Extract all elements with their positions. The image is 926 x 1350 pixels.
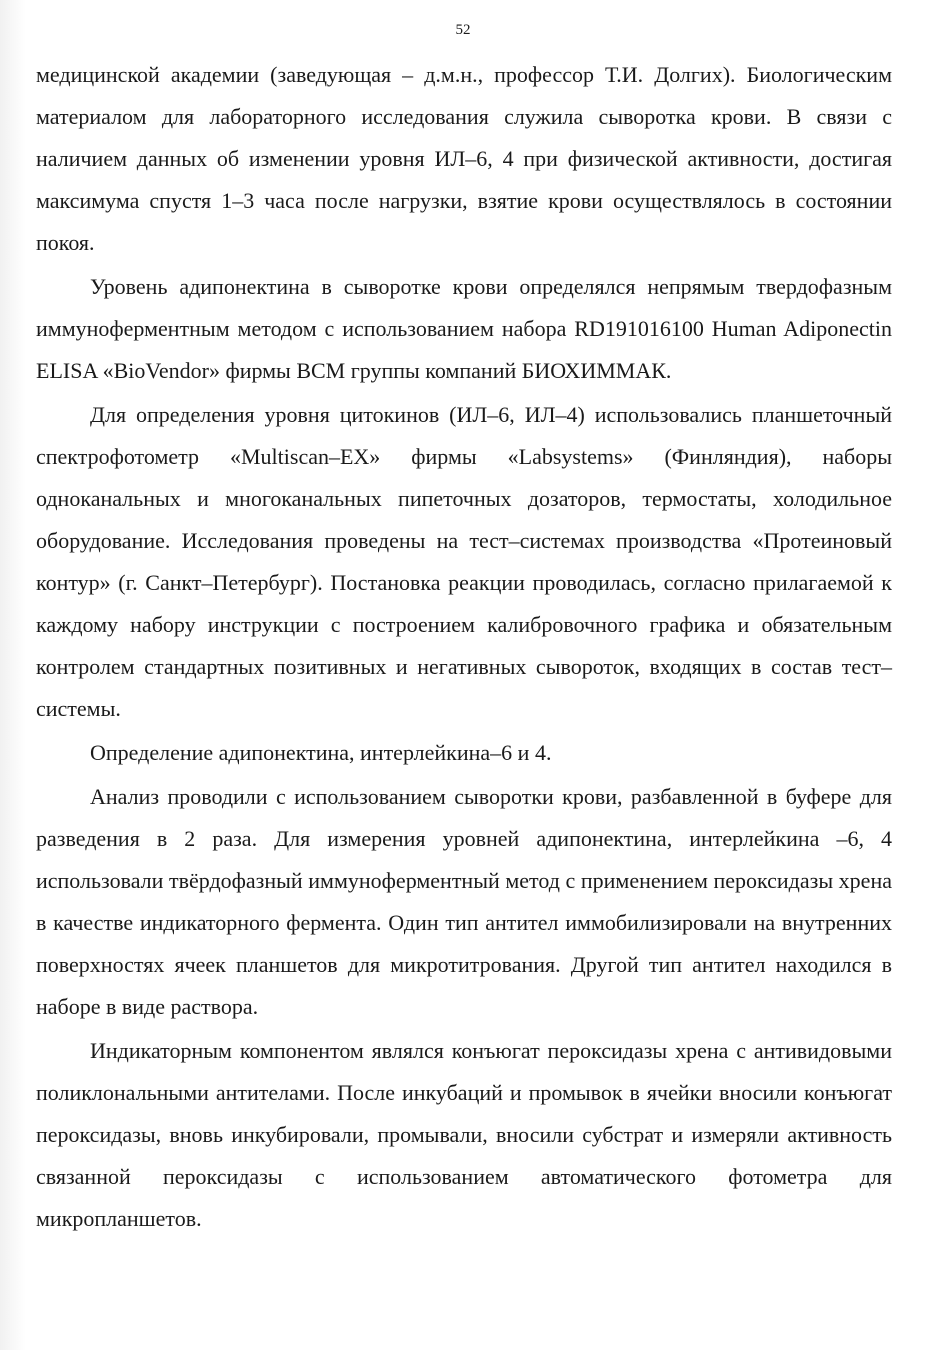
- document-body: [36, 54, 892, 1242]
- paragraph-adiponectin-method: Уровень адипонектина в сыворотке крови определялся непрямым твердофазным иммуноферментным методом с использованием набора RD191016100 Human Adiponectin ELISA «BioVendor» фирмы ВСМ группы компаний БИОХИММАК.: [36, 274, 892, 383]
- paragraph-continuation: медицинской академии (заведующая – д.м.н., профессор Т.И. Долгих). Биологическим материалом для лабораторного исследования служила сыворотка крови. В связи с наличием данных об изменении уровня ИЛ–6, 4 при физической активности, достигая максимума спустя 1–3 часа после нагрузки, взятие крови осуществлялось в состоянии покоя.: [36, 62, 892, 255]
- paragraph-cytokine-equipment: Для определения уровня цитокинов (ИЛ–6, ИЛ–4) использовались планшеточный спектрофотометр «Multiscan–EX» фирмы «Labsystems» (Финляндия), наборы одноканальных и многоканальных пипеточных дозаторов, термостаты, холодильное оборудование. Исследования проведены на тест–системах производства «Протеиновый контур» (г. Санкт–Петербург). Постановка реакции проводилась, согласно прилагаемой к каждому набору инструкции с построением калибровочного графика и обязательным контролем стандартных позитивных и негативных сывороток, входящих в состав тест–системы.: [36, 402, 892, 721]
- paragraph-analysis: Анализ проводили с использованием сыворотки крови, разбавленной в буфере для разведения в 2 раза. Для измерения уровней адипонектина, интерлейкина –6, 4 использовали твёрдофазный иммуноферментный метод с применением пероксидазы хрена в качестве индикаторного фермента. Один тип антител иммобилизировали на внутренних поверхностях ячеек планшетов для микротитрования. Другой тип антител находился в наборе в виде раствора.: [36, 784, 892, 1019]
- paragraph-section-heading: Определение адипонектина, интерлейкина–6 и 4.: [90, 740, 552, 765]
- paragraph-indicator: Индикаторным компонентом являлся конъюгат пероксидазы хрена с антивидовыми поликлональными антителами. После инкубаций и промывок в ячейки вносили конъюгат пероксидазы, вновь инкубировали, промывали, вносили субстрат и измеряли активность связанной пероксидазы с использованием автоматического фотометра для микропланшетов.: [36, 1038, 892, 1231]
- page-edge-shadow: [0, 0, 26, 1350]
- page-number: 52: [455, 22, 471, 38]
